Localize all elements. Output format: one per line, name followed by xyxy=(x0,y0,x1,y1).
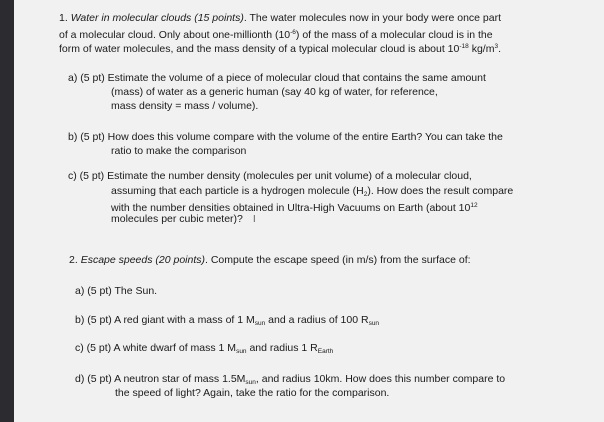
superscript: 12 xyxy=(470,202,478,209)
q2c-text: c) (5 pt) A white dwarf of mass 1 M xyxy=(75,342,237,354)
q1a-line-2: (mass) of water as a generic human (say 40 kg of water, for reference, xyxy=(111,86,438,98)
q1-text: of a molecular cloud. Only about one-millionth (10 xyxy=(59,29,291,41)
q2a-line: a) (5 pt) The Sun. xyxy=(75,285,158,297)
q2-line-1 xyxy=(69,254,471,268)
q2d-text: d) (5 pt) A neutron star of mass 1.5M xyxy=(75,373,246,385)
q1a-line-1: a) (5 pt) Estimate the volume of a piece of molecular cloud that contains the same amount xyxy=(68,72,486,84)
q1-line-1 xyxy=(59,12,501,26)
q2c-line xyxy=(75,342,333,359)
q1-text: . xyxy=(498,43,501,55)
superscript: -18 xyxy=(459,43,469,50)
q1-title: Water in molecular clouds (15 points) xyxy=(70,12,244,24)
q1c-text: assuming that each particle is a hydrogen molecule (H xyxy=(111,185,364,197)
q1c-text: ). How does the result compare xyxy=(367,185,514,197)
q1c-text: molecules per cubic meter)? xyxy=(111,213,243,225)
subscript: Earth xyxy=(317,348,334,355)
subscript: sun xyxy=(236,348,247,355)
q1c-line-1: c) (5 pt) Estimate the number density (molecules per unit volume) of a molecular cloud, xyxy=(68,170,472,182)
subscript: 2 xyxy=(363,191,368,198)
q2-number: 2. xyxy=(69,254,81,266)
q1c-text: with the number densities obtained in Ultra-High Vacuums on Earth (about 10 xyxy=(111,202,471,214)
q2-title: Escape speeds (20 points) xyxy=(80,254,206,266)
subscript: sun xyxy=(245,379,256,386)
q2b-line xyxy=(75,314,379,331)
q1b-line-2: ratio to make the comparison xyxy=(111,145,247,157)
q2d-text: , and radius 10km. How does this number compare to xyxy=(255,373,506,385)
q2c-text: and radius 1 R xyxy=(246,342,318,354)
q1-text: ) of the mass of a molecular cloud is in the xyxy=(295,29,493,41)
subscript: sun xyxy=(254,320,266,327)
subscript: sun xyxy=(368,320,380,327)
q1-number: 1. xyxy=(59,12,71,24)
q1-line-3 xyxy=(59,40,501,57)
q1-text: kg/m xyxy=(468,43,495,55)
q1c-line-4 xyxy=(111,213,256,227)
text-cursor-icon: I xyxy=(252,213,256,225)
document-page xyxy=(14,0,604,422)
superscript: -6 xyxy=(290,29,296,36)
q1-text: form of water molecules, and the mass density of a typical molecular cloud is about 10 xyxy=(59,43,460,55)
q2-intro-text: . Compute the escape speed (in m/s) from the surface of: xyxy=(205,254,471,266)
q1b-line-1: b) (5 pt) How does this volume compare with the volume of the entire Earth? You can take the xyxy=(68,131,503,143)
q2d-line-2: the speed of light? Again, take the ratio for the comparison. xyxy=(115,387,390,399)
q1a-line-3: mass density = mass / volume). xyxy=(111,100,259,112)
q2b-text: b) (5 pt) A red giant with a mass of 1 M xyxy=(75,314,255,326)
q1-intro-text: . The water molecules now in your body were once part xyxy=(243,12,502,24)
q2b-text: and a radius of 100 R xyxy=(265,314,369,326)
superscript: 3 xyxy=(494,43,499,50)
